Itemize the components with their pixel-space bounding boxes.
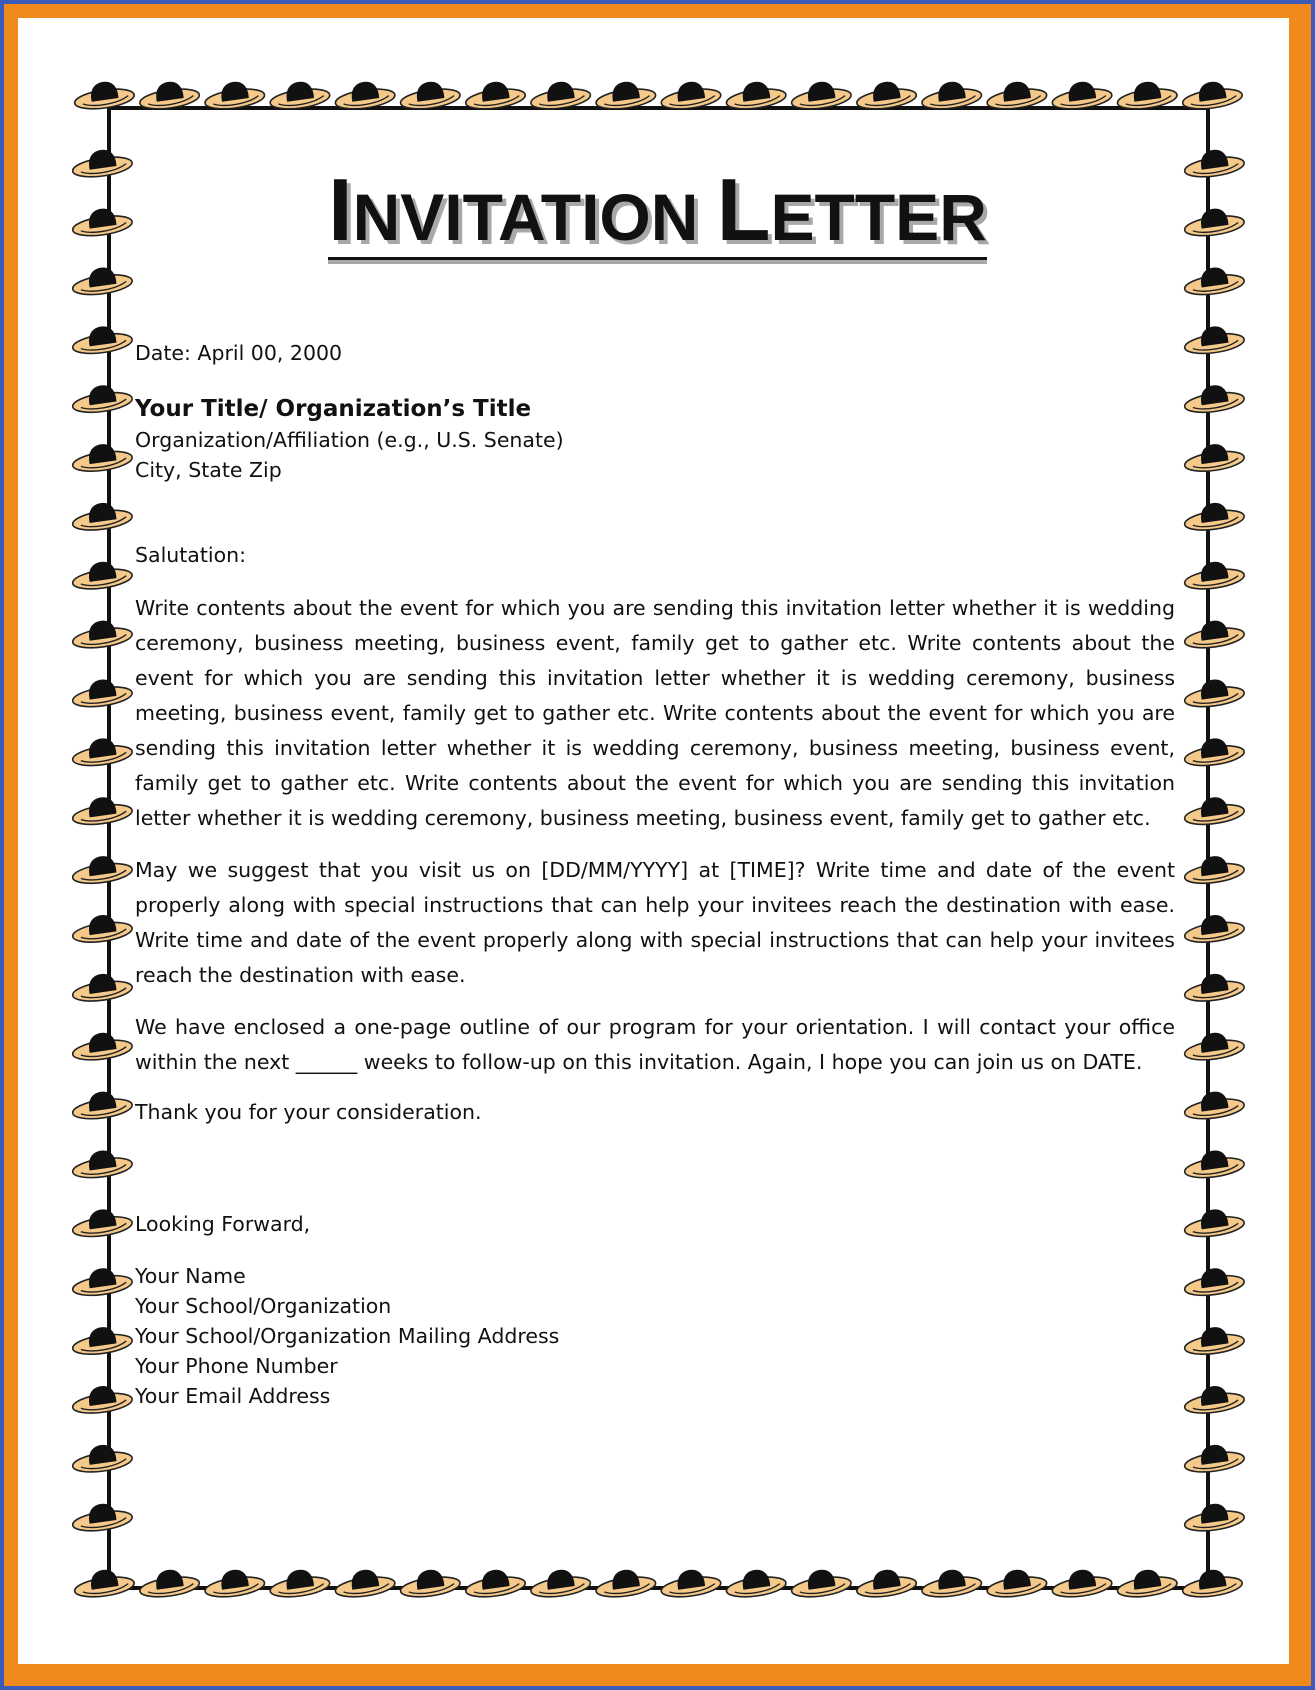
- hat-icon: [920, 1566, 983, 1600]
- signature-phone: Your Phone Number: [135, 1354, 338, 1378]
- hat-icon: [70, 440, 133, 474]
- hat-icon: [70, 1500, 133, 1534]
- hat-icon: [70, 911, 133, 945]
- signature-name: Your Name: [135, 1264, 246, 1288]
- hat-icon: [1182, 970, 1245, 1004]
- signature-email: Your Email Address: [135, 1384, 331, 1408]
- hat-icon: [70, 1382, 133, 1416]
- hat-icon: [724, 1566, 787, 1600]
- hat-icon: [789, 1566, 852, 1600]
- hat-icon: [70, 735, 133, 769]
- hat-icon: [1182, 1147, 1245, 1181]
- hat-icon: [1182, 1323, 1245, 1357]
- recipient-city: City, State Zip: [135, 458, 282, 482]
- hat-icon: [70, 381, 133, 415]
- hat-icon: [333, 1566, 396, 1600]
- hat-icon: [70, 1029, 133, 1063]
- thank-you-line: Thank you for your consideration.: [135, 1100, 482, 1124]
- hat-icon: [1182, 1205, 1245, 1239]
- hat-icon: [268, 1566, 331, 1600]
- hat-icon: [70, 1264, 133, 1298]
- hat-icon: [1182, 322, 1245, 356]
- hat-icon: [854, 1566, 917, 1600]
- hat-icon: [1182, 1264, 1245, 1298]
- letter-body: [135, 338, 1175, 1411]
- hat-icon: [1182, 499, 1245, 533]
- hat-icon: [70, 1323, 133, 1357]
- hat-icon: [1182, 558, 1245, 592]
- hat-icon: [70, 1147, 133, 1181]
- paragraph-enclosure: We have enclosed a one-page outline of our program for your orientation. I will contact your office within the next ______ weeks to follow-up on this invitation. Again, I hope you can join us on DATE.: [135, 1015, 1175, 1074]
- hat-icon: [70, 1205, 133, 1239]
- recipient-organization: Organization/Affiliation (e.g., U.S. Senate): [135, 428, 564, 452]
- hat-icon: [1182, 440, 1245, 474]
- hat-icon: [1182, 1029, 1245, 1063]
- page-title: INVITATION LETTER: [328, 160, 987, 259]
- hat-icon: [1182, 264, 1245, 298]
- hat-icon: [70, 617, 133, 651]
- salutation: Salutation:: [135, 543, 247, 567]
- closing: Looking Forward,: [135, 1212, 311, 1236]
- hat-icon: [1180, 1566, 1243, 1600]
- hat-icon: [72, 1566, 135, 1600]
- hat-icon: [70, 1441, 133, 1475]
- hat-icon: [203, 1566, 266, 1600]
- hat-icon: [70, 852, 133, 886]
- hat-icon: [1182, 1088, 1245, 1122]
- hat-icon: [1182, 911, 1245, 945]
- hat-icon: [1182, 381, 1245, 415]
- signature-organization: Your School/Organization: [135, 1294, 392, 1318]
- hat-icon: [463, 1566, 526, 1600]
- hat-icon: [1115, 1566, 1178, 1600]
- hat-icon: [1182, 852, 1245, 886]
- hat-icon: [1182, 617, 1245, 651]
- hat-icon: [70, 676, 133, 710]
- hat-icon: [1182, 1382, 1245, 1416]
- hat-icon: [70, 793, 133, 827]
- recipient-title: Your Title/ Organization’s Title: [135, 396, 532, 422]
- hat-icon: [594, 1566, 657, 1600]
- letter-date: Date: April 00, 2000: [135, 341, 343, 365]
- hat-icon: [1180, 78, 1243, 112]
- hat-icon: [1182, 735, 1245, 769]
- hat-icon: [70, 558, 133, 592]
- hat-icon: [659, 1566, 722, 1600]
- hat-icon: [1182, 793, 1245, 827]
- hat-icon: [70, 499, 133, 533]
- hat-icon: [138, 1566, 201, 1600]
- hat-icon: [70, 970, 133, 1004]
- hat-icon: [529, 1566, 592, 1600]
- paragraph-event-description: Write contents about the event for which you are sending this invitation letter whether it is wedding ceremony, business meeting, business event, family get to gather etc. Write contents about the event for which you are sending this invitation letter whether it is wedding ceremony, business meeting, business event, family get to gather etc. Write contents about the event for which you are sending this invitation letter whether it is wedding ceremony, business meeting, business event, family get to gather etc. Write contents about the event for which you are sending this invitation letter whether it is wedding ceremony, business meeting, business event, family get to gather etc.: [135, 596, 1175, 830]
- hat-icon: [70, 1088, 133, 1122]
- hat-icon: [1182, 1441, 1245, 1475]
- hat-icon: [985, 1566, 1048, 1600]
- hat-icon: [398, 1566, 461, 1600]
- hat-icon: [1182, 1500, 1245, 1534]
- hat-icon: [70, 264, 133, 298]
- hat-icon: [1182, 676, 1245, 710]
- signature-address: Your School/Organization Mailing Address: [135, 1324, 560, 1348]
- hat-icon: [70, 322, 133, 356]
- hat-icon: [1050, 1566, 1113, 1600]
- paragraph-visit-suggestion: May we suggest that you visit us on [DD/MM/YYYY] at [TIME]? Write time and date of the event properly along with special instructions that can help your invitees reach the destination with ease. Write time and date of the event properly along with special instructions that can help your invitees reach the destination with ease.: [135, 858, 1175, 987]
